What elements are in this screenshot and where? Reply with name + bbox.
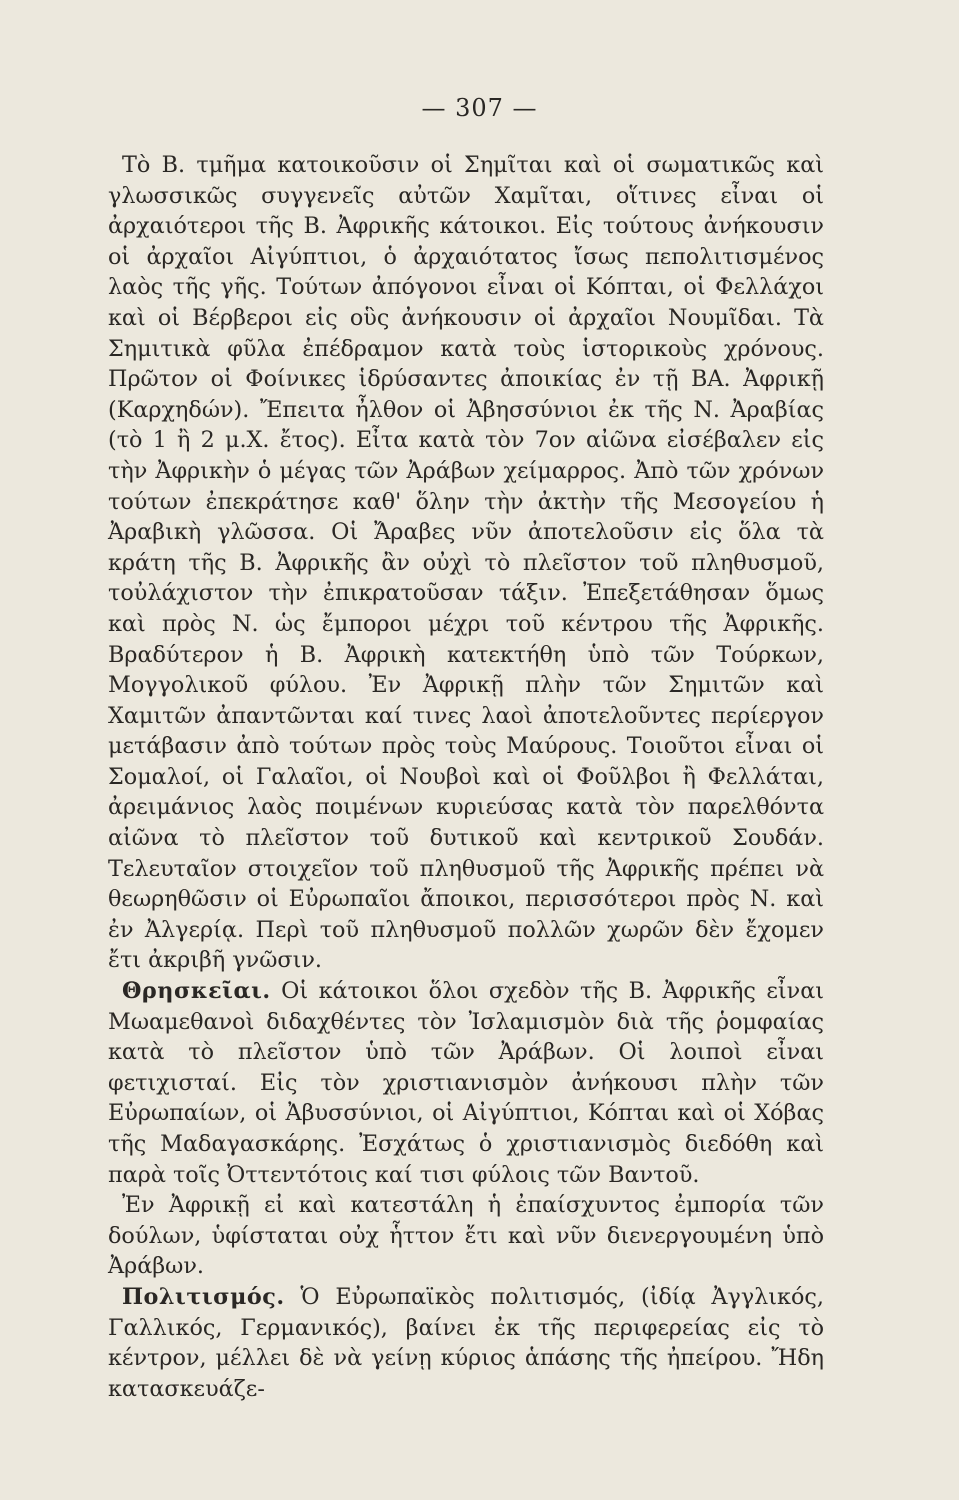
paragraph-civilization — [108, 1282, 824, 1404]
paragraph-religions-text: Οἱ κάτοικοι ὅλοι σχεδὸν τῆς Β. Ἀφρικῆς εἶναι Μωαμεθανοὶ διδαχθέντες τὸν Ἰσλαμισμὸν διὰ τῆς ῥομφαίας κατὰ τὸ πλεῖστον ὑπὸ τῶν Ἀράβων. Οἱ λοιποὶ εἶναι φετιχισταί. Εἰς τὸν χριστιανισμὸν ἀνήκουσι πλὴν τῶν Εὐρωπαίων, οἱ Ἀβυσσύνιοι, οἱ Αἰγύπτιοι, Κόπται καὶ οἱ Χόβας τῆς Μαδαγασκάρης. Ἐσχάτως ὁ χριστιανισμὸς διεδόθη καὶ παρὰ τοῖς Ὀττεντότοις καί τισι φύλοις τῶν Βαντοῦ. — [108, 978, 824, 1188]
paragraph-civilization-text: Ὁ Εὐρωπαϊκὸς πολιτισμός, (ἰδίᾳ Ἀγγλικός, Γαλλικός, Γερμανικός), βαίνει ἐκ τῆς περιφερείας εἰς τὸ κέντρον, μέλλει δὲ νὰ γείνῃ κύριος ἁπάσης τῆς ἠπείρου. Ἤδη κατασκευάζε- — [108, 1283, 824, 1402]
page-number: — 307 — — [421, 94, 538, 122]
paragraph-slavery-text: Ἐν Ἀφρικῇ εἰ καὶ κατεστάλη ἡ ἐπαίσχυντος ἐμπορία τῶν δούλων, ὑφίσταται οὐχ ἧττον ἔτι καὶ νῦν διενεργουμένη ὑπὸ Ἀράβων. — [108, 1192, 824, 1280]
paragraph-religions — [108, 976, 824, 1190]
section-heading-civilization: Πολιτισμός. — [122, 1283, 285, 1310]
body-text — [108, 150, 824, 1404]
paragraph-slavery — [108, 1190, 824, 1282]
paragraph-population — [108, 150, 824, 976]
section-heading-religions: Θρησκεῖαι. — [122, 978, 271, 1005]
paragraph-population-text: Τὸ Β. τμῆμα κατοικοῦσιν οἱ Σημῖται καὶ οἱ σωματικῶς καὶ γλωσσικῶς συγγενεῖς αὐτῶν Χαμῖται, οἵτινες εἶναι οἱ ἀρχαιότεροι τῆς Β. Ἀφρικῆς κάτοικοι. Εἰς τούτους ἀνήκουσιν οἱ ἀρχαῖοι Αἰγύπτιοι, ὁ ἀρχαιότατος ἴσως πεπολιτισμένος λαὸς τῆς γῆς. Τούτων ἀπόγονοι εἶναι οἱ Κόπται, οἱ Φελλάχοι καὶ οἱ Βέρβεροι εἰς οὓς ἀνήκουσιν οἱ ἀρχαῖοι Νουμῖδαι. Τὰ Σημιτικὰ φῦλα ἐπέδραμον κατὰ τοὺς ἱστορικοὺς χρόνους. Πρῶτον οἱ Φοίνικες ἱδρύσαντες ἀποικίας ἐν τῇ ΒΑ. Ἀφρικῇ (Καρχηδών). Ἔπειτα ἦλθον οἱ Ἀβησσύνιοι ἐκ τῆς Ν. Ἀραβίας (τὸ 1 ἢ 2 μ.Χ. ἔτος). Εἶτα κατὰ τὸν 7ον αἰῶνα εἰσέβαλεν εἰς τὴν Ἀφρικὴν ὁ μέγας τῶν Ἀράβων χείμαρρος. Ἀπὸ τῶν χρόνων τούτων ἐπεκράτησε καθ' ὅλην τὴν ἀκτὴν τῆς Μεσογείου ἡ Ἀραβικὴ γλῶσσα. Οἱ Ἄραβες νῦν ἀποτελοῦσιν εἰς ὅλα τὰ κράτη τῆς Β. Ἀφρικῆς ἂν οὐχὶ τὸ πλεῖστον τοῦ πληθυσμοῦ, τοὐλάχιστον τὴν ἐπικρατοῦσαν τάξιν. Ἐπεξετάθησαν ὅμως καὶ πρὸς Ν. ὡς ἔμποροι μέχρι τοῦ κέντρου τῆς Ἀφρικῆς. Βραδύτερον ἡ Β. Ἀφρικὴ κατεκτήθη ὑπὸ τῶν Τούρκων, Μογγολικοῦ φύλου. Ἐν Ἀφρικῇ πλὴν τῶν Σημιτῶν καὶ Χαμιτῶν ἀπαντῶνται καί τινες λαοὶ ἀποτελοῦντες περίεργον μετάβασιν ἀπὸ τούτων πρὸς τοὺς Μαύρους. Τοιοῦτοι εἶναι οἱ Σομαλοί, οἱ Γαλαῖοι, οἱ Νουβοὶ καὶ οἱ Φοῦλβοι ἢ Φελλάται, ἀρειμάνιος λαὸς ποιμένων κυριεύσας κατὰ τὸν παρελθόντα αἰῶνα τὸ πλεῖστον τοῦ δυτικοῦ καὶ κεντρικοῦ Σουδάν. Τελευταῖον στοιχεῖον τοῦ πληθυσμοῦ τῆς Ἀφρικῆς πρέπει νὰ θεωρηθῶσιν οἱ Εὐρωπαῖοι ἄποικοι, περισσότεροι πρὸς Ν. καὶ ἐν Ἀλγερίᾳ. Περὶ τοῦ πληθυσμοῦ πολλῶν χωρῶν δὲν ἔχομεν ἔτι ἀκριβῆ γνῶσιν. — [108, 152, 824, 974]
